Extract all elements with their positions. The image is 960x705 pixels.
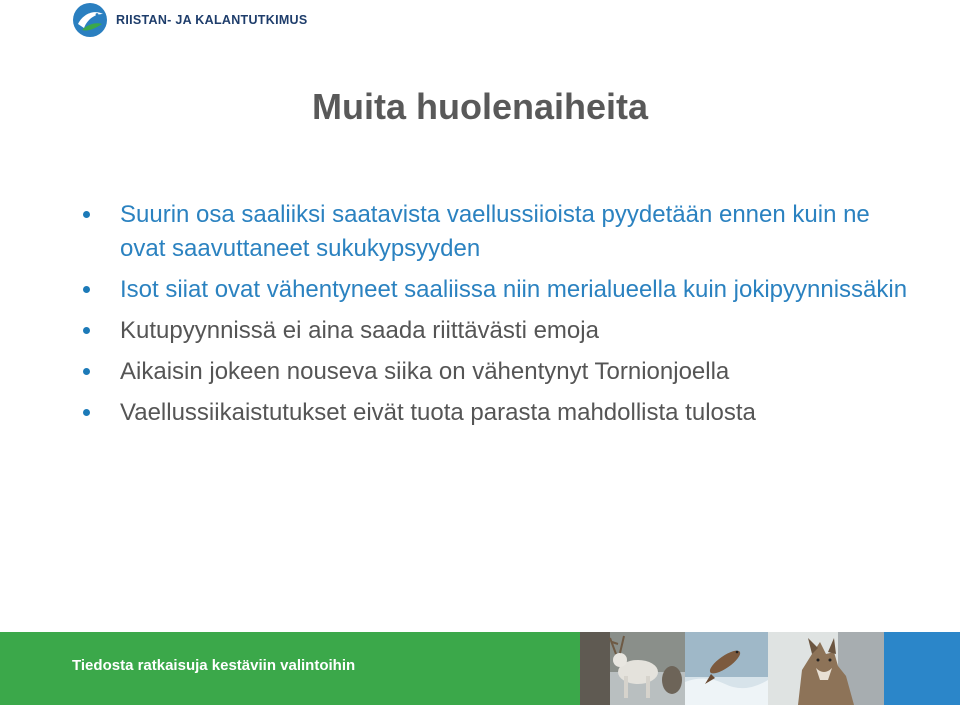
bullet-text: Kutupyynnissä ei aina saada riittävästi emoja [120, 317, 599, 344]
bullet-dot-icon [83, 327, 90, 334]
bullet-text: Isot siiat ovat vähentyneet saaliissa niin merialueella kuin jokipyynnissäkin [120, 276, 908, 303]
footer-bar [0, 632, 960, 705]
rktl-fish-logo-icon [72, 2, 108, 38]
bullet-dot-icon [83, 286, 90, 293]
bullet-item [80, 198, 920, 266]
bullet-dot-icon [83, 409, 90, 416]
bullet-text: Aikaisin jokeen nouseva siika on vähentynyt Tornionjoella [120, 358, 730, 385]
reindeer-photo [580, 632, 685, 705]
bullet-item [80, 396, 920, 430]
wolf-photo [768, 632, 884, 705]
bullet-text: Vaellussiikaistutukset eivät tuota parasta mahdollista tulosta [120, 399, 756, 426]
bullet-text: Suurin osa saaliiksi saatavista vaellussiioista pyydetään ennen kuin ne ovat saavuttaneet sukukypsyyden [120, 201, 870, 262]
slide-title: Muita huolenaiheita [311, 86, 649, 127]
bullet-item [80, 273, 920, 307]
bullet-item [80, 314, 920, 348]
bullet-dot-icon [83, 211, 90, 218]
logo [72, 2, 308, 38]
logo-text: RIISTAN- JA KALANTUTKIMUS [116, 13, 308, 27]
bullet-item [80, 355, 920, 389]
bullet-list [80, 198, 920, 437]
footer-green-band [0, 632, 580, 705]
bullet-dot-icon [83, 368, 90, 375]
salmon-leaping-photo [685, 632, 768, 705]
footer-blue-block [884, 632, 960, 705]
footer-tagline: Tiedosta ratkaisuja kestäviin valintoihin [72, 657, 356, 674]
